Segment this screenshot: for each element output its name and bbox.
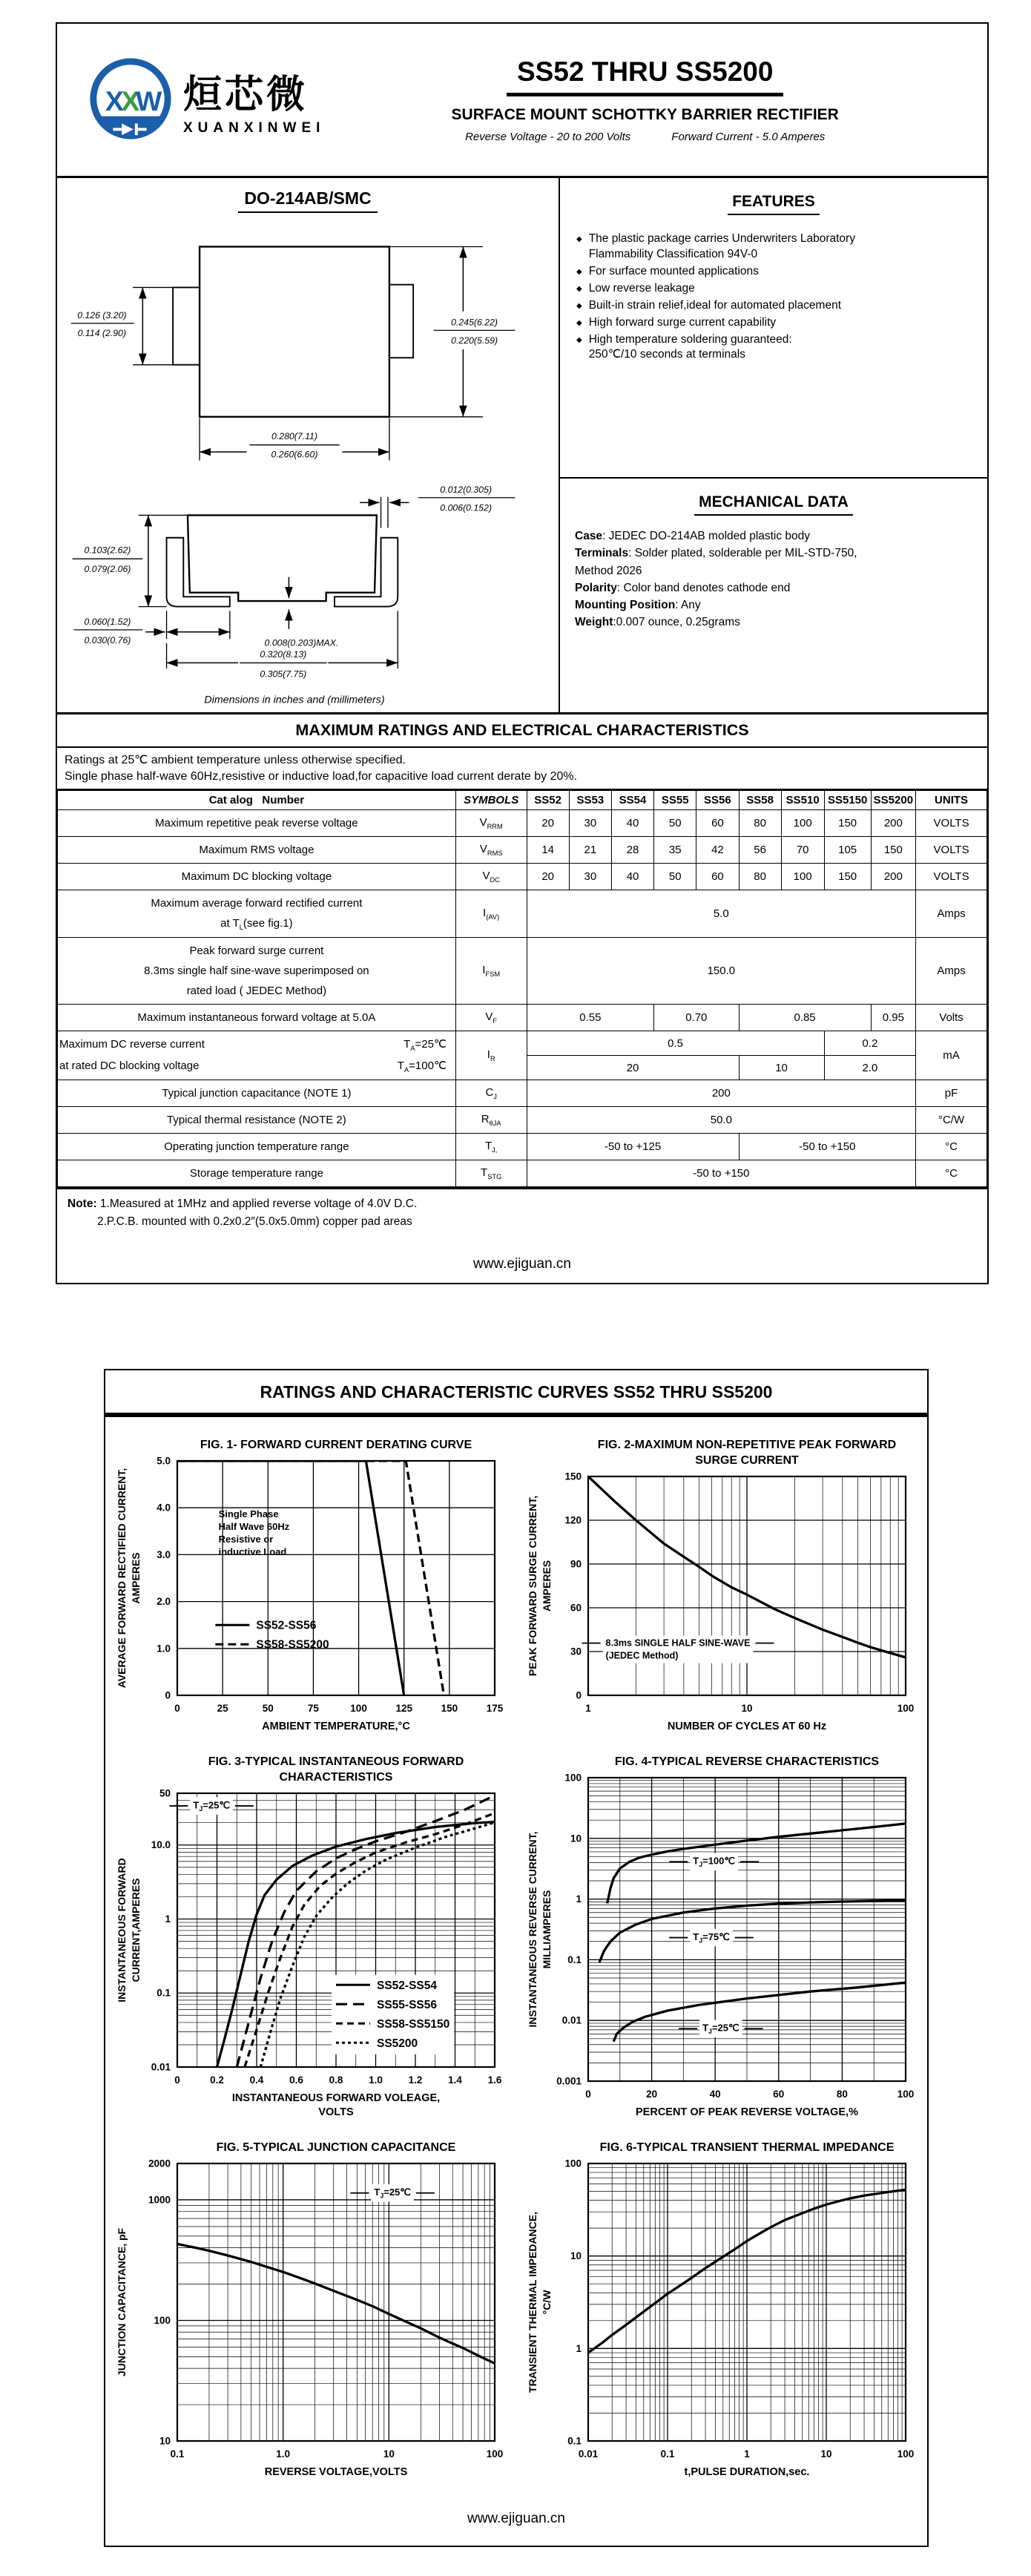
table-cell: 200 xyxy=(527,1080,916,1107)
table-cell: 60 xyxy=(696,810,739,837)
svg-text:1000: 1000 xyxy=(148,2194,171,2206)
svg-text:0.4: 0.4 xyxy=(249,2074,264,2086)
title-block xyxy=(325,56,987,143)
svg-text:100: 100 xyxy=(897,1703,915,1714)
package-outline-drawing xyxy=(57,213,532,709)
svg-text:1.6: 1.6 xyxy=(487,2074,502,2086)
feature-item xyxy=(576,332,977,364)
table-row: Maximum DC reverse current $T_A=25℃$ at rated DC blocking voltage $T_A=100℃$ $I_R$ 0.5 0.2 mA xyxy=(58,1031,987,1055)
datasheet-page-1 xyxy=(56,22,989,1284)
table-cell: 50 xyxy=(654,810,696,837)
table-cell: 20 xyxy=(527,864,569,890)
part-column-header: SS5200 xyxy=(871,791,915,810)
figure-fig3 xyxy=(111,1750,511,2129)
fig1-xlabel: AMBIENT TEMPERATURE,°C xyxy=(262,1721,410,1732)
fig4-title: FIG. 4-TYPICAL REVERSE CHARACTERISTICS xyxy=(614,1755,880,1768)
part-number-title: SS52 THRU SS5200 xyxy=(507,56,784,96)
ratings-condition-line1: Ratings at 25℃ ambient temperature unless otherwise specified. xyxy=(65,754,406,766)
features-list xyxy=(560,227,987,363)
svg-text:2000: 2000 xyxy=(148,2158,171,2169)
logo-text xyxy=(183,63,325,137)
dim-body-height-min: 0.220(5.59) xyxy=(451,335,498,346)
table-cell: 150.0 xyxy=(527,937,916,1004)
table-cell: 40 xyxy=(611,864,653,890)
table-row: Operating junction temperature range $T_{J,}$ -50 to +125 -50 to +150 °C xyxy=(58,1134,987,1160)
table-cell: 60 xyxy=(696,864,739,890)
table-cell: 150 xyxy=(824,864,871,890)
svg-text:10: 10 xyxy=(570,2250,582,2262)
bullet-icon: ◆ xyxy=(576,284,582,293)
fig2-ylabel: AMPERES xyxy=(541,1560,553,1612)
svg-text:80: 80 xyxy=(836,2089,848,2100)
fig4-xlabel: PERCENT OF PEAK REVERSE VOLTAGE,% xyxy=(636,2106,858,2118)
svg-text:75: 75 xyxy=(307,1703,319,1714)
svg-text:60: 60 xyxy=(773,2089,785,2100)
dim-tab-height-min: 0.114 (2.90) xyxy=(77,327,127,338)
fig1-ylabel: AMPERES xyxy=(130,1552,142,1604)
table-notes xyxy=(57,1189,987,1237)
fig3-title: FIG. 3-TYPICAL INSTANTANEOUS FORWARD xyxy=(208,1755,464,1768)
svg-text:1: 1 xyxy=(576,2342,582,2354)
part-column-header: SS58 xyxy=(739,791,781,810)
svg-text:(JEDEC Method): (JEDEC Method) xyxy=(605,1650,679,1661)
note-line-2: 2.P.C.B. mounted with 0.2x0.2″(5.0x5.0mm) copper pad areas xyxy=(97,1215,412,1229)
fig2-title: FIG. 2-MAXIMUM NON-REPETITIVE PEAK FORWARD xyxy=(597,1439,897,1451)
table-cell: 200 xyxy=(871,810,915,837)
dimension-caption: Dimensions in inches and (millimeters) xyxy=(204,694,385,706)
svg-text:SS52-SS54: SS52-SS54 xyxy=(377,1979,437,1992)
company-logo xyxy=(87,56,325,144)
svg-text:0.1: 0.1 xyxy=(157,1987,171,1999)
fig2-xlabel: NUMBER OF CYCLES AT 60 Hz xyxy=(667,1721,827,1732)
mechanical-row: Terminals: Solder plated, solderable per MIL-STD-750, xyxy=(575,547,857,560)
dim-overall-width-min: 0.305(7.75) xyxy=(260,668,307,680)
svg-text:1: 1 xyxy=(165,1913,171,1925)
table-cell: 14 xyxy=(527,837,569,864)
svg-text:175: 175 xyxy=(486,1703,504,1714)
svg-text:40: 40 xyxy=(709,2089,721,2100)
table-cell: 0.70 xyxy=(654,1004,739,1031)
feature-text: Built-in strain relief,ideal for automated placement xyxy=(588,298,842,312)
svg-text:120: 120 xyxy=(564,1514,582,1526)
forward-current-rating: Forward Current - 5.0 Amperes xyxy=(671,131,826,143)
svg-text:1.4: 1.4 xyxy=(448,2074,462,2086)
table-cell: 30 xyxy=(569,864,611,890)
svg-text:SS5200: SS5200 xyxy=(377,2037,418,2050)
svg-text:0.6: 0.6 xyxy=(289,2074,303,2086)
bullet-icon: ◆ xyxy=(576,318,582,327)
fig4-annotation xyxy=(679,2023,763,2036)
fig3-xlabel: INSTANTANEOUS FORWARD VOLEAGE, xyxy=(231,2092,441,2104)
table-cell: 100 xyxy=(781,810,824,837)
svg-text:20: 20 xyxy=(646,2089,658,2100)
bullet-icon: ◆ xyxy=(576,301,582,310)
svg-text:100: 100 xyxy=(486,2448,504,2460)
fig3-chart xyxy=(111,1750,511,2125)
package-drawing-section xyxy=(57,178,559,712)
svg-text:X: X xyxy=(121,85,140,116)
svg-text:5.0: 5.0 xyxy=(157,1455,171,1467)
svg-text:100: 100 xyxy=(350,1703,367,1714)
dim-side-height-max: 0.103(2.62) xyxy=(84,545,131,556)
fig1-chart xyxy=(111,1433,511,1739)
dim-foot-length-min: 0.030(0.76) xyxy=(84,634,131,645)
svg-text:inductive Load: inductive Load xyxy=(218,1545,287,1557)
feature-item xyxy=(576,281,977,297)
svg-text:2.0: 2.0 xyxy=(157,1596,171,1608)
part-column-header: SS5150 xyxy=(824,791,871,810)
table-cell: 50.0 xyxy=(527,1107,916,1134)
svg-text:10: 10 xyxy=(570,1833,582,1844)
svg-text:100: 100 xyxy=(154,2314,171,2326)
mechanical-row: Weight:0.007 ounce, 0.25grams xyxy=(575,616,740,629)
fig5-ylabel: JUNCTION CAPACITANCE, pF xyxy=(116,2227,128,2377)
part-column-header: SS56 xyxy=(696,791,739,810)
page2-footer-url: www.ejiguan.cn xyxy=(467,2511,566,2526)
svg-text:0.2: 0.2 xyxy=(210,2074,224,2086)
table-cell: -50 to +125 xyxy=(527,1134,739,1160)
svg-text:8.3ms SINGLE HALF SINE-WAVE: 8.3ms SINGLE HALF SINE-WAVE xyxy=(605,1637,751,1649)
curve-TJ=75C xyxy=(599,1900,906,1962)
part-column-header: SS53 xyxy=(569,791,611,810)
svg-text:50: 50 xyxy=(262,1703,274,1714)
part-column-header: SS55 xyxy=(654,791,696,810)
dim-lead-gap-max: 0.012(0.305) xyxy=(440,484,493,496)
package-name: DO-214AB/SMC xyxy=(57,188,559,213)
fig3-ylabel: INSTANTANEOUS FORWARD xyxy=(116,1858,128,2002)
figure-fig4 xyxy=(521,1750,922,2129)
svg-text:Single Phase: Single Phase xyxy=(218,1508,279,1519)
svg-text:10: 10 xyxy=(159,2435,171,2447)
svg-text:10: 10 xyxy=(383,2448,395,2460)
feature-text: High forward surge current capability xyxy=(588,315,777,329)
table-cell: -50 to +150 xyxy=(739,1134,916,1160)
svg-text:90: 90 xyxy=(570,1558,582,1570)
table-cell: 105 xyxy=(824,837,871,864)
fig4-curves xyxy=(599,1824,906,2042)
svg-text:10: 10 xyxy=(741,1703,753,1714)
table-cell: 20 xyxy=(527,1056,739,1080)
dim-standoff-max: 0.008(0.203)MAX. xyxy=(264,637,339,648)
fig4-ylabel: MILLIAMPERES xyxy=(541,1890,553,1969)
header xyxy=(57,24,987,178)
svg-text:30: 30 xyxy=(570,1646,582,1657)
mechanical-row: Case: JEDEC DO-214AB molded plastic body xyxy=(575,530,811,542)
svg-text:Half Wave 60Hz: Half Wave 60Hz xyxy=(218,1520,290,1532)
table-cell: 10 xyxy=(739,1056,824,1080)
table-cell: 0.95 xyxy=(871,1004,915,1031)
part-column-header: SS510 xyxy=(781,791,824,810)
fig6-chart xyxy=(521,2136,922,2485)
svg-text:0: 0 xyxy=(174,1703,180,1714)
svg-text:150: 150 xyxy=(441,1703,458,1714)
svg-text:0: 0 xyxy=(174,2074,180,2086)
fig3-ylabel: CURRENT,AMPERES xyxy=(130,1878,142,1982)
table-cell: 0.2 xyxy=(824,1031,915,1055)
fig3-title: CHARACTERISTICS xyxy=(279,1771,393,1784)
svg-text:1: 1 xyxy=(585,1703,591,1714)
table-cell: 30 xyxy=(569,810,611,837)
dim-body-width-max: 0.280(7.11) xyxy=(271,431,317,442)
table-cell: 35 xyxy=(654,837,696,864)
svg-text:4.0: 4.0 xyxy=(157,1502,171,1514)
svg-text:0.01: 0.01 xyxy=(561,2014,582,2026)
svg-text:W: W xyxy=(135,85,162,116)
table-cell: 150 xyxy=(871,837,915,864)
table-cell: 56 xyxy=(739,837,781,864)
svg-text:Resistive or: Resistive or xyxy=(218,1533,274,1545)
features-heading: FEATURES xyxy=(560,193,987,215)
fig1-annotation xyxy=(219,1508,290,1557)
table-row: Maximum repetitive peak reverse voltage $V_{RRM}$ 20 30 40 50 60 80 100 150 200 VOLTS xyxy=(58,810,987,837)
svg-text:SS58-SS5150: SS58-SS5150 xyxy=(377,2017,450,2031)
features-section xyxy=(560,193,987,479)
part-column-header: SS54 xyxy=(611,791,653,810)
table-cell: 0.85 xyxy=(739,1004,871,1031)
table-cell: 40 xyxy=(611,810,653,837)
dim-body-height-max: 0.245(6.22) xyxy=(451,317,498,328)
fig3-xlabel: VOLTS xyxy=(318,2106,354,2118)
figures-grid xyxy=(105,1417,927,2488)
table-row: Typical junction capacitance (NOTE 1) $C_J$ 200 pF xyxy=(58,1080,987,1107)
dim-tab-height-max: 0.126 (3.20) xyxy=(77,310,127,321)
figure-fig2 xyxy=(521,1433,922,1743)
fig6-ylabel: °C/W xyxy=(541,2290,553,2315)
fig5-chart xyxy=(111,2136,511,2485)
svg-text:0: 0 xyxy=(585,2089,591,2100)
fig1-ylabel: AVERAGE FORWARD RECTIFIED CURRENT, xyxy=(116,1468,128,1689)
table-row: Typical thermal resistance (NOTE 2) $R_{\theta JA}$ 50.0 °C/W xyxy=(58,1107,987,1134)
svg-text:0.1: 0.1 xyxy=(170,2448,185,2460)
svg-text:TJ=100℃: $T_J=100℃$ xyxy=(693,1855,736,1869)
fig4-ylabel: INSTANTANEOUS REVERSE CURRENT, xyxy=(527,1831,538,2028)
table-row: Maximum RMS voltage $V_{RMS}$ 14 21 28 35 42 56 70 105 150 VOLTS xyxy=(58,837,987,864)
svg-text:100: 100 xyxy=(897,2448,915,2460)
svg-text:X: X xyxy=(105,85,124,116)
svg-text:125: 125 xyxy=(395,1703,412,1714)
fig2-chart xyxy=(521,1433,922,1739)
svg-text:TJ=25℃: $T_J=25℃$ xyxy=(374,2186,411,2200)
ratings-section-heading: MAXIMUM RATINGS AND ELECTRICAL CHARACTERISTICS xyxy=(57,714,987,748)
dim-lead-gap-min: 0.006(0.152) xyxy=(440,502,493,513)
feature-item xyxy=(576,315,977,331)
svg-text:SS55-SS56: SS55-SS56 xyxy=(377,1998,437,2011)
table-row: Maximum instantaneous forward voltage at 5.0A $V_F$ 0.55 0.70 0.85 0.95 Volts xyxy=(58,1004,987,1031)
fig5-xlabel: REVERSE VOLTAGE,VOLTS xyxy=(264,2466,408,2478)
ratings-tagline xyxy=(325,131,965,143)
table-cell: 42 xyxy=(696,837,739,864)
svg-text:1.2: 1.2 xyxy=(408,2074,423,2086)
table-cell: 80 xyxy=(739,864,781,890)
bullet-icon: ◆ xyxy=(576,267,582,276)
curve-SS52-SS56 xyxy=(177,1461,404,1695)
table-cell: 80 xyxy=(739,810,781,837)
feature-text: The plastic package carries Underwriters Laboratory Flammability Classification 94V-0 xyxy=(588,232,855,260)
mechanical-row-cont: Method 2026 xyxy=(575,564,642,577)
table-header-row: Cat alog Number SYMBOLS SS52 SS53 SS54 SS55 SS56 SS58 SS510 SS5150 SS5200 UNITS xyxy=(58,791,987,810)
fig2-title: SURGE CURRENT xyxy=(695,1454,799,1467)
bullet-icon: ◆ xyxy=(576,335,582,344)
svg-text:0.001: 0.001 xyxy=(556,2075,582,2087)
table-cell: 5.0 xyxy=(527,890,916,938)
svg-text:100: 100 xyxy=(897,2089,915,2100)
feature-text: High temperature soldering guaranteed: 250℃/10 seconds at terminals xyxy=(588,332,792,361)
svg-text:0.1: 0.1 xyxy=(660,2448,675,2460)
svg-text:1.0: 1.0 xyxy=(276,2448,291,2460)
figure-fig6 xyxy=(521,2136,922,2488)
svg-text:1: 1 xyxy=(576,1893,582,1905)
svg-text:10.0: 10.0 xyxy=(151,1839,171,1851)
mechanical-data-lines xyxy=(560,528,987,642)
features-mechanical-column xyxy=(559,178,987,712)
feature-item xyxy=(576,264,977,280)
fig4-annotation xyxy=(669,1856,759,1869)
fig2-ylabel: PEAK FORWARD SURGE CURRENT, xyxy=(527,1495,538,1677)
curve-Cj xyxy=(177,2244,495,2364)
table-cell: 28 xyxy=(611,837,653,864)
svg-text:50: 50 xyxy=(159,1787,171,1799)
svg-text:60: 60 xyxy=(570,1602,582,1614)
figure-fig1 xyxy=(111,1433,511,1743)
table-cell: 0.55 xyxy=(527,1004,654,1031)
table-cell: 200 xyxy=(871,864,915,890)
table-cell: 0.5 xyxy=(527,1031,824,1055)
package-and-features-row xyxy=(57,178,987,714)
mechanical-heading: MECHANICAL DATA xyxy=(560,493,987,516)
logo-chinese-name: 烜芯微 xyxy=(183,73,309,116)
dim-body-width-min: 0.260(6.60) xyxy=(271,449,318,460)
feature-item xyxy=(576,298,977,314)
fig1-legend xyxy=(215,1620,329,1652)
fig6-title: FIG. 6-TYPICAL TRANSIENT THERMAL IMPEDANCE xyxy=(599,2141,895,2154)
table-cell: 100 xyxy=(781,864,824,890)
table-row: Maximum average forward rectified current at $T_L(see$ fig.1) $I_{(AV)}$ 5.0 Amps xyxy=(58,890,987,938)
table-cell: -50 to +150 xyxy=(527,1160,916,1189)
logo-mark-icon xyxy=(87,56,174,144)
datasheet-page-2 xyxy=(104,1369,929,2547)
logo-latin-name: XUANXINWEI xyxy=(183,120,326,136)
svg-text:0.1: 0.1 xyxy=(567,2435,582,2447)
curves-banner: RATINGS AND CHARACTERISTIC CURVES SS52 THRU SS5200 xyxy=(105,1370,927,1417)
ratings-table xyxy=(57,790,987,1189)
dim-foot-length-max: 0.060(1.52) xyxy=(84,617,131,628)
table-cell: 50 xyxy=(654,864,696,890)
svg-text:1.0: 1.0 xyxy=(157,1643,171,1655)
svg-text:100: 100 xyxy=(564,2158,582,2169)
dim-side-height-min: 0.079(2.06) xyxy=(84,564,131,575)
feature-item xyxy=(576,231,977,263)
svg-text:0: 0 xyxy=(576,1689,582,1701)
fig1-title: FIG. 1- FORWARD CURRENT DERATING CURVE xyxy=(200,1439,472,1451)
table-row: Storage temperature range $T_{STG}$ -50 to +150 °C xyxy=(58,1160,987,1189)
part-column-header: SS52 xyxy=(527,791,569,810)
svg-text:1.0: 1.0 xyxy=(369,2074,383,2086)
feature-text: Low reverse leakage xyxy=(588,281,695,295)
note-line-1: Note: 1.Measured at 1MHz and applied reverse voltage of 4.0V D.C. xyxy=(67,1197,418,1211)
svg-text:TJ=25℃: $T_J=25℃$ xyxy=(193,1799,230,1813)
svg-text:10: 10 xyxy=(820,2448,832,2460)
dim-overall-width-max: 0.320(8.13) xyxy=(260,648,307,660)
svg-text:TJ=25℃: $T_J=25℃$ xyxy=(702,2022,740,2036)
svg-text:SS52-SS56: SS52-SS56 xyxy=(256,1619,317,1632)
table-cell: 21 xyxy=(569,837,611,864)
fig4-annotation xyxy=(669,1931,754,1945)
fig5-annotation xyxy=(350,2186,435,2200)
svg-text:25: 25 xyxy=(217,1703,228,1714)
table-cell: 150 xyxy=(824,810,871,837)
svg-text:0: 0 xyxy=(165,1689,171,1701)
mechanical-row: Mounting Position: Any xyxy=(575,599,701,611)
reverse-voltage-range: Reverse Voltage - 20 to 200 Volts xyxy=(465,131,631,143)
fig5-curves xyxy=(177,2244,495,2364)
feature-text: For surface mounted applications xyxy=(588,264,759,277)
fig5-title: FIG. 5-TYPICAL JUNCTION CAPACITANCE xyxy=(216,2141,456,2154)
svg-text:0.01: 0.01 xyxy=(578,2448,599,2460)
svg-text:0.8: 0.8 xyxy=(329,2074,343,2086)
svg-text:100: 100 xyxy=(564,1772,582,1784)
table-cell: 2.0 xyxy=(824,1056,915,1080)
svg-text:SS58-SS5200: SS58-SS5200 xyxy=(256,1638,329,1652)
table-cell: 70 xyxy=(781,837,824,864)
ratings-condition-line2: Single phase half-wave 60Hz,resistive or inductive load,for capacitive load current derate by 20%. xyxy=(65,769,578,783)
device-subtitle: SURFACE MOUNT SCHOTTKY BARRIER RECTIFIER xyxy=(451,106,839,123)
table-cell: 20 xyxy=(527,810,569,837)
page1-footer-url: www.ejiguan.cn xyxy=(472,1256,572,1272)
ratings-conditions xyxy=(57,748,987,790)
mechanical-row: Polarity: Color band denotes cathode end xyxy=(575,581,791,594)
table-row: Maximum DC blocking voltage $V_{DC}$ 20 30 40 50 60 80 100 150 200 VOLTS xyxy=(58,864,987,890)
fig4-chart xyxy=(521,1750,922,2125)
svg-text:150: 150 xyxy=(564,1471,582,1482)
bullet-icon: ◆ xyxy=(576,235,582,243)
mechanical-data-section xyxy=(560,493,987,642)
svg-text:3.0: 3.0 xyxy=(157,1548,171,1560)
figure-fig5 xyxy=(111,2136,511,2488)
fig6-xlabel: t,PULSE DURATION,sec. xyxy=(684,2466,810,2478)
svg-text:1: 1 xyxy=(744,2448,750,2460)
svg-text:0.1: 0.1 xyxy=(567,1954,582,1965)
fig6-ylabel: TRANSIENT THERMAL IMPEDANCE, xyxy=(527,2212,538,2393)
fig3-annotation xyxy=(169,1799,254,1813)
svg-text:0.01: 0.01 xyxy=(151,2061,171,2073)
table-row: Peak forward surge current 8.3ms single half sine-wave superimposed on rated load ( JEDEC Method) $I_{FSM}$ 150.0 Amps xyxy=(58,937,987,1004)
svg-text:TJ=75℃: $T_J=75℃$ xyxy=(693,1931,730,1945)
